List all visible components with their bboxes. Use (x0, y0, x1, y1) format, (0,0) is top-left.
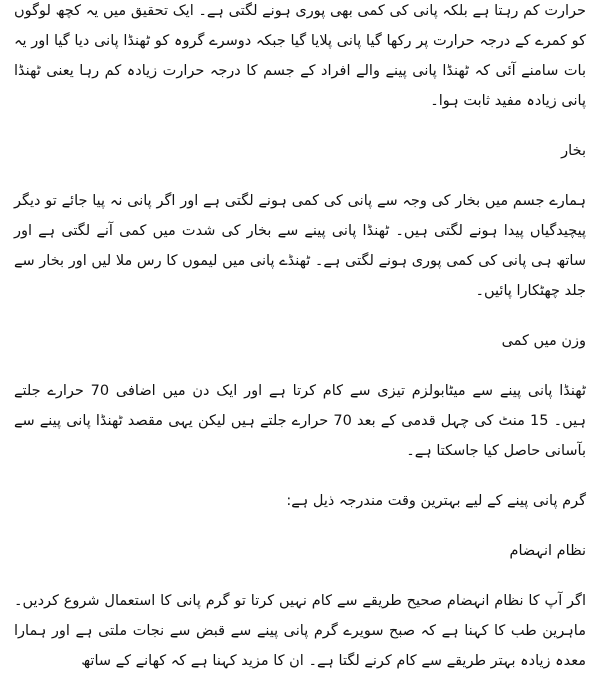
transition-line: گرم پانی پینے کے لیے بہترین وقت مندرجہ ذیل ہے: (286, 493, 586, 509)
section-heading-digestion: نظام انہضام (509, 543, 586, 559)
article-body (14, 0, 586, 676)
spacer (14, 466, 586, 486)
section-heading-weight-loss: وزن میں کمی (501, 333, 586, 349)
section-heading-fever: بخار (561, 143, 586, 159)
section-body-weight-loss: ٹھنڈا پانی پینے سے میٹابولزم تیزی سے کام کرتا ہے اور ایک دن میں اضافی 70 حرارے جلتے ہیں۔ 15 منٹ کی چہل قدمی کے بعد 70 حرارے جلتے ہیں لیکن یہی مقصد ٹھنڈا پانی پینے سے بآسانی حاصل کیا جاسکتا ہے۔ (14, 383, 587, 459)
section-body-digestion: اگر آپ کا نظام انہضام صحیح طریقے سے کام نہیں کرتا تو گرم پانی کا استعمال شروع کردیں۔ ماہرین طب کا کہنا ہے کہ صبح سویرے گرم پانی پینے سے قبض سے نجات ملتی ہے اور ہمارا معدہ زیادہ بہتر طریقے سے کام کرنے لگتا ہے۔ ان کا مزید کہنا ہے کہ کھانے کے ساتھ (14, 593, 586, 669)
spacer (14, 566, 586, 586)
intro-paragraph: حرارت کم رہتا ہے بلکہ پانی کی کمی بھی پوری ہونے لگتی ہے۔ ایک تحقیق میں یہ کچھ لوگوں کو کمرے کے درجہ حرارت پر رکھا گیا پانی پلایا گیا جبکہ دوسرے گروہ کو ٹھنڈا پانی دیا گیا اور یہ بات سامنے آئی کہ ٹھنڈا پانی پینے والے افراد کے جسم کا درجہ حرارت زیادہ کم رہا یعنی ٹھنڈا پانی زیادہ مفید ثابت ہوا۔ (14, 3, 586, 109)
spacer (14, 116, 586, 136)
section-body-fever: ہمارے جسم میں بخار کی وجہ سے پانی کی کمی ہونے لگتی ہے اور اگر پانی نہ پیا جائے تو دیگر پیچیدگیاں پیدا ہونے لگتی ہیں۔ ٹھنڈا پانی پینے سے بخار کی شدت میں کمی آنے لگتی ہے اور ساتھ ہی پانی کی کمی پوری ہونے لگتی ہے۔ ٹھنڈے پانی میں لیموں کا رس ملا لیں اور بخار سے جلد چھٹکارا پائیں۔ (14, 193, 586, 299)
spacer (14, 306, 586, 326)
spacer (14, 166, 586, 186)
spacer (14, 516, 586, 536)
spacer (14, 356, 586, 376)
